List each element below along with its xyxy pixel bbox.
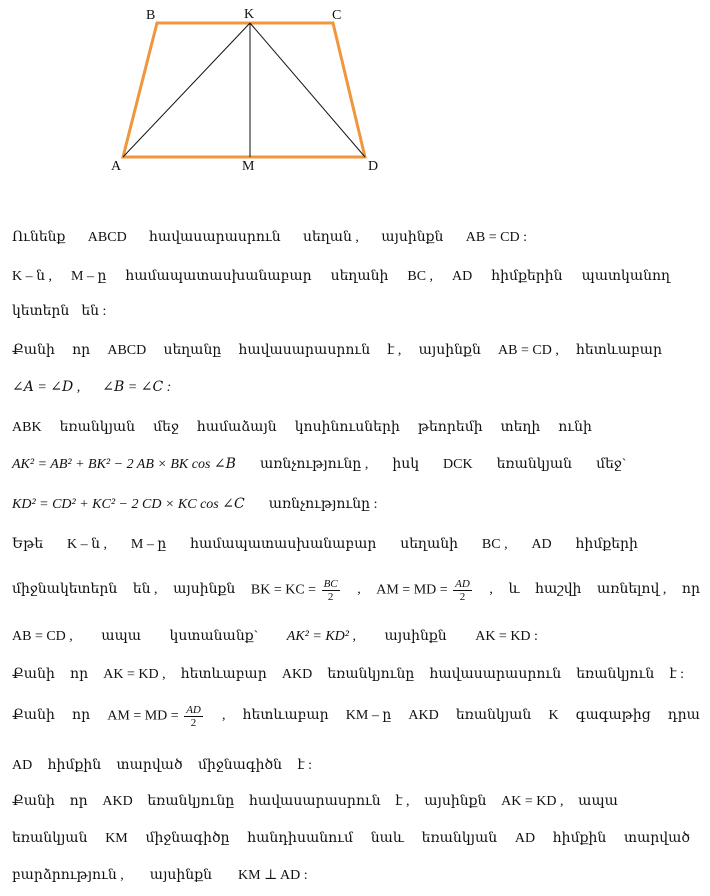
word: այսինքն xyxy=(149,868,213,883)
word: Քանի xyxy=(12,708,55,723)
word: են : xyxy=(81,304,107,319)
word: է , xyxy=(395,794,410,809)
word: ABCD xyxy=(107,343,147,358)
word: սեղանի xyxy=(330,269,389,284)
word: է , xyxy=(387,343,402,358)
word: ABCD xyxy=(87,230,127,245)
label-c: C xyxy=(332,8,342,23)
word: կոսինուսների xyxy=(294,420,400,435)
word: AB = CD : xyxy=(465,230,527,245)
word: այսինքն xyxy=(173,582,236,597)
squared-equality: AK² = KD² , xyxy=(286,629,356,644)
word: գագաթից xyxy=(575,708,651,723)
word: սեղանը xyxy=(163,343,222,358)
word: առնչությունը : xyxy=(268,497,378,512)
text-line-10 xyxy=(12,572,700,608)
word: հավասարասրուն xyxy=(238,343,371,358)
text-line-2 xyxy=(12,267,670,287)
word: DCK xyxy=(443,457,473,472)
fraction-denominator: 2 xyxy=(327,590,334,603)
word: և xyxy=(508,582,520,597)
word: ապա xyxy=(101,629,142,644)
word: AKD xyxy=(102,794,133,809)
word: են , xyxy=(132,582,158,597)
word: KM – ը xyxy=(345,708,392,723)
word: տարված xyxy=(116,758,183,773)
text-line-3 xyxy=(12,302,698,322)
word: KM ⊥ AD : xyxy=(238,868,308,883)
word: եռանկյան xyxy=(59,420,136,435)
word: Քանի xyxy=(12,343,55,358)
word: AD xyxy=(514,831,536,846)
word: դրա xyxy=(667,708,700,723)
fraction-ad-over-2 xyxy=(184,704,203,729)
fraction-numerator: AD xyxy=(186,703,201,716)
word: է : xyxy=(297,758,312,773)
word: եռանկյուն xyxy=(576,667,655,682)
text-line-15 xyxy=(12,792,618,812)
word: AD xyxy=(452,269,473,284)
text-line-11 xyxy=(12,627,538,647)
text-line-6 xyxy=(12,418,592,438)
cosine-formula-abk: AK² = AB² + BK² − 2 AB × BK cos ∠𝐵 xyxy=(12,457,236,472)
text-line-4 xyxy=(12,341,662,361)
word: որ xyxy=(70,667,89,682)
word: AKD xyxy=(408,708,439,723)
equation-lhs: BK = KC = xyxy=(250,582,317,598)
word: եռանկյան xyxy=(421,831,498,846)
word: համապատասխանաբար xyxy=(190,537,377,552)
word: KM xyxy=(105,831,128,846)
fraction-numerator: AD xyxy=(455,577,470,590)
word: միջնագիծն xyxy=(197,758,283,773)
word: է : xyxy=(669,667,684,682)
word: հետևաբար xyxy=(576,343,662,358)
word: առնելով , xyxy=(596,582,667,597)
word: կետերն xyxy=(12,304,70,319)
word: K – ն , xyxy=(12,269,53,284)
label-k: K xyxy=(244,7,255,22)
word: սեղանի xyxy=(400,537,459,552)
word: M – ը xyxy=(130,537,167,552)
am-md-equation xyxy=(376,578,474,603)
word: պատկանող xyxy=(581,269,670,284)
word: հավասարասրուն xyxy=(249,794,381,809)
word: բարձրություն , xyxy=(12,868,124,883)
trapezoid-abcd xyxy=(123,23,365,157)
word: համաձայն xyxy=(196,420,277,435)
word: հավասարասրուն xyxy=(149,230,281,245)
bk-kc-equation xyxy=(251,578,342,603)
word: հավասարասրուն xyxy=(429,667,562,682)
word: հիմքին xyxy=(47,758,102,773)
word: եռանկյան xyxy=(496,457,573,472)
word: որ xyxy=(72,343,91,358)
text-line-12 xyxy=(12,665,684,685)
am-md-equation xyxy=(107,704,205,729)
word: նաև xyxy=(370,831,404,846)
word: , xyxy=(357,582,361,597)
word: M – ը xyxy=(71,269,107,284)
word: , xyxy=(222,708,226,723)
label-b: B xyxy=(146,8,156,23)
text-line-16 xyxy=(12,829,690,849)
fraction-numerator: BC xyxy=(323,577,338,590)
word: AK = KD , xyxy=(103,667,166,682)
text-line-5 xyxy=(12,378,698,398)
text-line-7 xyxy=(12,455,698,475)
word: եռանկյունը xyxy=(147,794,235,809)
label-a: A xyxy=(111,159,122,174)
word: Եթե xyxy=(12,537,44,552)
word: առնչությունը , xyxy=(259,457,369,472)
equation-lhs: AM = MD = xyxy=(107,708,179,724)
word: ABK xyxy=(12,420,42,435)
text-line-9 xyxy=(12,535,638,555)
word: AB = CD , xyxy=(12,629,73,644)
word: որ xyxy=(69,794,88,809)
word: եռանկյունը xyxy=(327,667,415,682)
fraction-ad-over-2 xyxy=(453,578,472,603)
word: Քանի xyxy=(12,667,55,682)
fraction-denominator: 2 xyxy=(190,716,197,729)
text-line-8 xyxy=(12,495,698,515)
word: BC , xyxy=(481,537,508,552)
word: միջնակետերն xyxy=(12,582,118,597)
word: BC , xyxy=(407,269,434,284)
word: , xyxy=(489,582,493,597)
angle-equality: ∠𝐴 = ∠𝐷 , xyxy=(12,380,81,395)
word: հետևաբար xyxy=(180,667,267,682)
word: մեջ` xyxy=(596,457,627,472)
word: հանդիսանում xyxy=(247,831,354,846)
word: որ xyxy=(72,708,91,723)
word: AD xyxy=(12,758,33,773)
trapezoid-figure xyxy=(0,0,710,190)
word: ապա xyxy=(578,794,618,809)
word: հիմքերին xyxy=(491,269,563,284)
word: Ունենք xyxy=(12,230,66,245)
word: տեղի xyxy=(500,420,541,435)
word: եռանկյան xyxy=(455,708,532,723)
word: որ xyxy=(681,582,700,597)
word: հիմքին xyxy=(552,831,607,846)
word: միջնագիծը xyxy=(145,831,230,846)
word: այսինքն xyxy=(384,629,447,644)
word: իսկ xyxy=(392,457,420,472)
word: AD xyxy=(531,537,552,552)
word: Քանի xyxy=(12,794,55,809)
word: K xyxy=(548,708,559,723)
word: այսինքն xyxy=(418,343,481,358)
text-line-14 xyxy=(12,756,312,776)
word: մեջ xyxy=(153,420,179,435)
word: սեղան , xyxy=(303,230,359,245)
label-d: D xyxy=(368,159,379,174)
word: տարված xyxy=(623,831,690,846)
label-m: M xyxy=(242,159,255,174)
angle-equality: ∠𝐵 = ∠𝐶 : xyxy=(102,380,172,395)
word: կստանանք` xyxy=(169,629,259,644)
cosine-formula-dck: KD² = CD² + KC² − 2 CD × KC cos ∠𝐶 xyxy=(12,497,245,512)
word: K – ն , xyxy=(67,537,108,552)
text-line-1 xyxy=(12,228,527,248)
word: ունի xyxy=(558,420,592,435)
word: հետևաբար xyxy=(242,708,329,723)
word: հաշվի xyxy=(535,582,582,597)
word: այսինքն xyxy=(424,794,487,809)
word: եռանկյան xyxy=(12,831,88,846)
fraction-denominator: 2 xyxy=(459,590,466,603)
word: թեորեմի xyxy=(417,420,483,435)
word: AK = KD : xyxy=(475,629,538,644)
word: AKD xyxy=(281,667,313,682)
word: այսինքն xyxy=(381,230,444,245)
word: համապատասխանաբար xyxy=(125,269,312,284)
text-line-13 xyxy=(12,697,700,735)
fraction-bc-over-2 xyxy=(322,578,340,603)
word: AB = CD , xyxy=(498,343,559,358)
segment-ak xyxy=(123,23,250,157)
text-line-17 xyxy=(12,866,698,886)
equation-lhs: AM = MD = xyxy=(376,582,448,598)
word: AK = KD , xyxy=(501,794,564,809)
word: հիմքերի xyxy=(575,537,638,552)
